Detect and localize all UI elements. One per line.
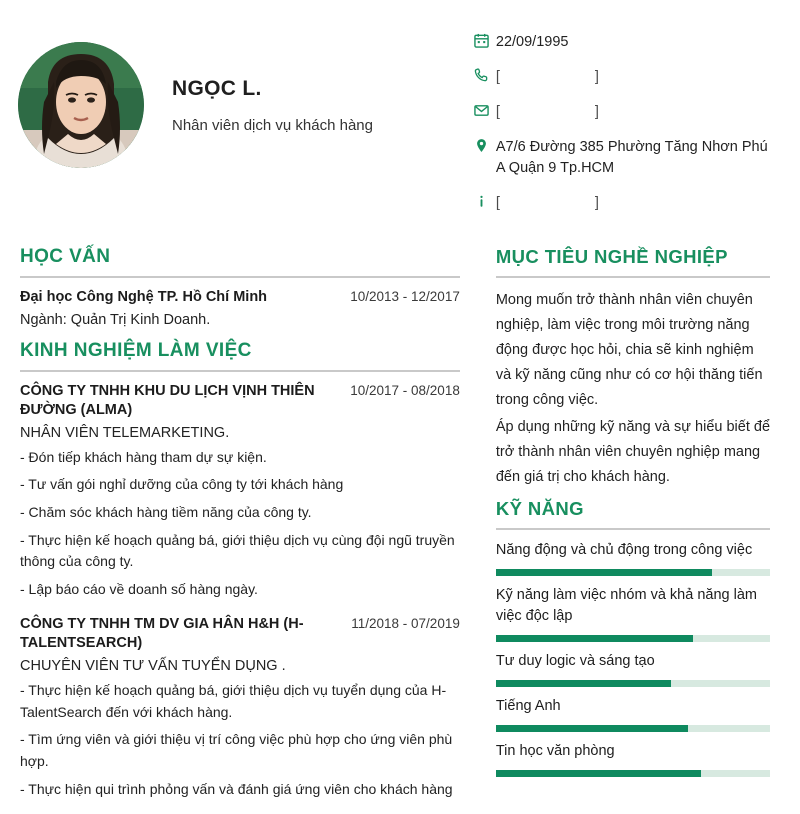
skill-name: Tiếng Anh: [495, 697, 561, 714]
skill-name: Năng động và chủ động trong công việc: [495, 541, 753, 558]
section-skills: [496, 498, 770, 777]
email-value: [ ]: [495, 104, 599, 121]
education-divider: [20, 276, 460, 278]
skill-name: Tin học văn phòng: [495, 742, 615, 759]
skill-item: [496, 540, 770, 576]
experience-divider: [20, 370, 460, 372]
job-bullet: - Lập báo cáo về doanh số hàng ngày.: [20, 581, 258, 598]
skill-name: Kỹ năng làm việc nhóm và khả năng làm việc độc lập: [495, 586, 757, 624]
calendar-icon: [474, 32, 496, 48]
skill-bar-fill: [496, 680, 671, 687]
job-date: 10/2017 - 08/2018: [350, 382, 460, 398]
experience-job: [20, 615, 460, 801]
objective-title: MỤC TIÊU NGHỀ NGHIỆP: [495, 246, 728, 267]
header-identity: [10, 22, 474, 168]
experience-title: KINH NGHIỆM LÀM VIỆC: [20, 339, 252, 361]
cv-header: [10, 22, 770, 232]
experience-job: [20, 382, 460, 601]
education-date: 10/2013 - 12/2017: [350, 289, 460, 304]
email-icon: [474, 102, 496, 118]
contact-email: [474, 102, 770, 123]
job-bullet: - Tìm ứng viên và giới thiệu vị trí công việc phù hợp cho ứng viên phù hợp.: [20, 731, 453, 769]
skill-item: [496, 651, 770, 687]
candidate-job-title: Nhân viên dịch vụ khách hàng: [172, 116, 373, 134]
skill-bar-track: [496, 770, 770, 777]
objective-divider: [496, 276, 770, 278]
skill-bar-track: [496, 680, 770, 687]
birthdate-value: 22/09/1995: [495, 34, 569, 50]
info-value: [ ]: [495, 195, 599, 212]
contact-birthdate: [474, 32, 770, 53]
section-objective: [496, 246, 770, 490]
address-value: A7/6 Đường 385 Phường Tăng Nhơn Phú A Quận 9 Tp.HCM: [495, 139, 768, 177]
skill-bar-track: [496, 569, 770, 576]
education-entry: [20, 288, 460, 308]
job-company: CÔNG TY TNHH TM DV GIA HÂN H&H (H-TALENTSEARCH): [20, 615, 304, 652]
job-bullet: - Đón tiếp khách hàng tham dự sự kiện.: [20, 448, 267, 465]
skill-bar-fill: [496, 725, 688, 732]
job-bullet: - Tư vấn gói nghỉ dưỡng của công ty tới khách hàng: [20, 476, 344, 493]
info-icon: [474, 193, 496, 209]
cv-body: [10, 246, 770, 814]
job-bullet: - Thực hiện qui trình phỏng vấn và đánh giá ứng viên cho khách hàng: [20, 780, 453, 797]
skill-item: [496, 585, 770, 642]
section-education: [20, 246, 460, 328]
skill-item: [496, 741, 770, 777]
skill-item: [496, 696, 770, 732]
contact-address: [474, 137, 770, 179]
skill-bar-track: [496, 635, 770, 642]
job-bullet: - Chăm sóc khách hàng tiềm năng của công ty.: [20, 504, 312, 521]
objective-paragraph: Mong muốn trở thành nhân viên chuyên nghiệp, làm việc trong môi trường năng động được học hỏi, chia sẽ kinh nghiệm và kỹ năng cũng như có cơ hội thăng tiến trong công việc.: [495, 292, 763, 408]
location-icon: [474, 137, 496, 153]
portrait-photo: [18, 42, 144, 168]
avatar: [18, 42, 144, 168]
section-experience: [20, 340, 460, 801]
contact-info: [474, 193, 770, 214]
left-column: [10, 246, 474, 814]
contact-list: [474, 22, 770, 228]
skill-bar-fill: [496, 569, 713, 576]
job-bullet: - Thực hiện kế hoạch quảng bá, giới thiệu dịch vụ tuyển dụng của H-TalentSearch đến với khách hàng.: [20, 681, 447, 720]
education-title: HỌC VẤN: [20, 246, 111, 267]
job-bullet: - Thực hiện kế hoạch quảng bá, giới thiệu dịch vụ cùng đội ngũ truyền thông của công ty.: [20, 531, 455, 570]
candidate-name: NGỌC L.: [172, 76, 262, 100]
job-date: 11/2018 - 07/2019: [351, 615, 460, 631]
skills-divider: [496, 528, 770, 530]
contact-phone: [474, 67, 770, 88]
skill-bar-track: [496, 725, 770, 732]
job-position: CHUYÊN VIÊN TƯ VẤN TUYỂN DỤNG .: [20, 657, 286, 674]
phone-icon: [474, 67, 496, 83]
right-column: [474, 246, 770, 814]
skill-name: Tư duy logic và sáng tạo: [495, 652, 655, 669]
job-company: CÔNG TY TNHH KHU DU LỊCH VỊNH THIÊN ĐƯỜNG (ALMA): [20, 382, 315, 419]
skill-bar-fill: [496, 635, 693, 642]
skills-title: KỸ NĂNG: [495, 497, 584, 519]
job-position: NHÂN VIÊN TELEMARKETING.: [20, 424, 230, 441]
education-school: Đại học Công Nghệ TP. Hồ Chí Minh: [20, 289, 268, 305]
education-major: Ngành: Quản Trị Kinh Doanh.: [20, 311, 211, 328]
skill-bar-fill: [496, 770, 702, 777]
name-block: [172, 77, 373, 134]
objective-paragraph: Áp dụng những kỹ năng và sự hiểu biết để trở thành nhân viên chuyên nghiệp mang đến giá trị cho khách hàng.: [495, 418, 771, 485]
phone-value: [ ]: [495, 69, 599, 86]
